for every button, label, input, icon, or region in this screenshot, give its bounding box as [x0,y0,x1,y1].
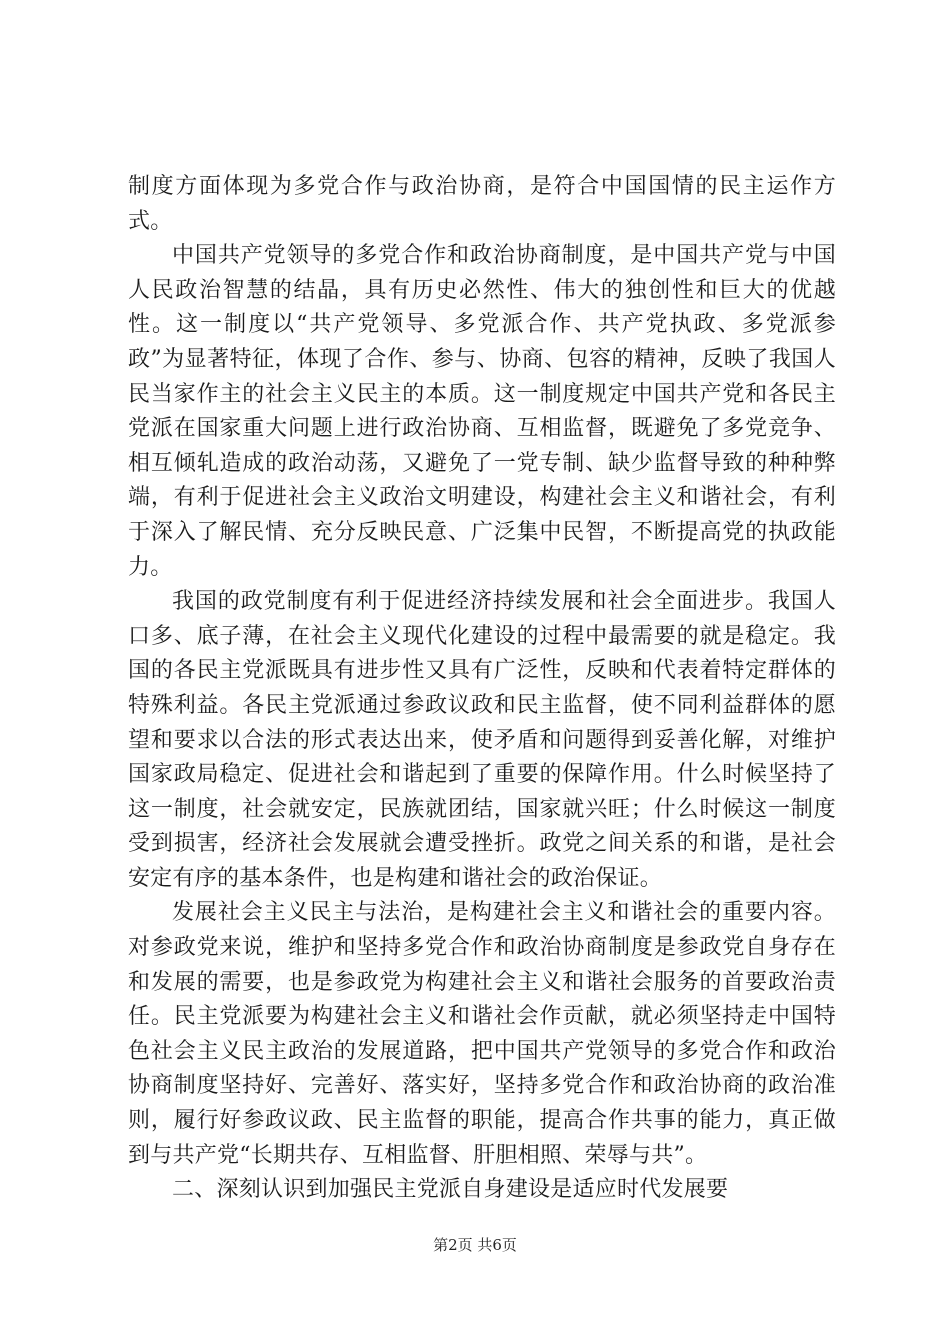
paragraph-3: 我国的政党制度有利于促进经济持续发展和社会全面进步。我国人口多、底子薄，在社会主义现代化建设的过程中最需要的就是稳定。我国的各民主党派既具有进步性又具有广泛性，反映和代表着特定群体的特殊利益。各民主党派通过参政议政和民主监督，使不同利益群体的愿望和要求以合法的形式表达出来，使矛盾和问题得到妥善化解，对维护国家政局稳定、促进社会和谐起到了重要的保障作用。什么时候坚持了这一制度，社会就安定，民族就团结，国家就兴旺；什么时候这一制度受到损害，经济社会发展就会遭受挫折。政党之间关系的和谐，是社会安定有序的基本条件，也是构建和谐社会的政治保证。 [128,589,836,891]
document-body [128,170,836,1208]
page-footer: 第2页 共6页 [433,1236,517,1254]
paragraph-4: 发展社会主义民主与法治，是构建社会主义和谐社会的重要内容。对参政党来说，维护和坚持多党合作和政治协商制度是参政党自身存在和发展的需要，也是参政党为构建社会主义和谐社会服务的首要政治责任。民主党派要为构建社会主义和谐社会作贡献，就必须坚持走中国特色社会主义民主政治的发展道路，把中国共产党领导的多党合作和政治协商制度坚持好、完善好、落实好，坚持多党合作和政治协商的政治准则，履行好参政议政、民主监督的职能，提高合作共事的能力，真正做到与共产党“长期共存、互相监督、肝胆相照、荣辱与共”。 [128,900,836,1168]
paragraph-1: 制度方面体现为多党合作与政治协商，是符合中国国情的民主运作方式。 [128,174,836,234]
paragraph-2: 中国共产党领导的多党合作和政治协商制度，是中国共产党与中国人民政治智慧的结晶，具有历史必然性、伟大的独创性和巨大的优越性。这一制度以“共产党领导、多党派合作、共产党执政、多党派参政”为显著特征，体现了合作、参与、协商、包容的精神，反映了我国人民当家作主的社会主义民主的本质。这一制度规定中国共产党和各民主党派在国家重大问题上进行政治协商、互相监督，既避免了多党竞争、相互倾轧造成的政治动荡，又避免了一党专制、缺少监督导致的种种弊端，有利于促进社会主义政治文明建设，构建社会主义和谐社会，有利于深入了解民情、充分反映民意、广泛集中民智，不断提高党的执政能力。 [128,243,836,580]
paragraph-5-heading: 二、深刻认识到加强民主党派自身建设是适应时代发展要 [172,1177,729,1203]
